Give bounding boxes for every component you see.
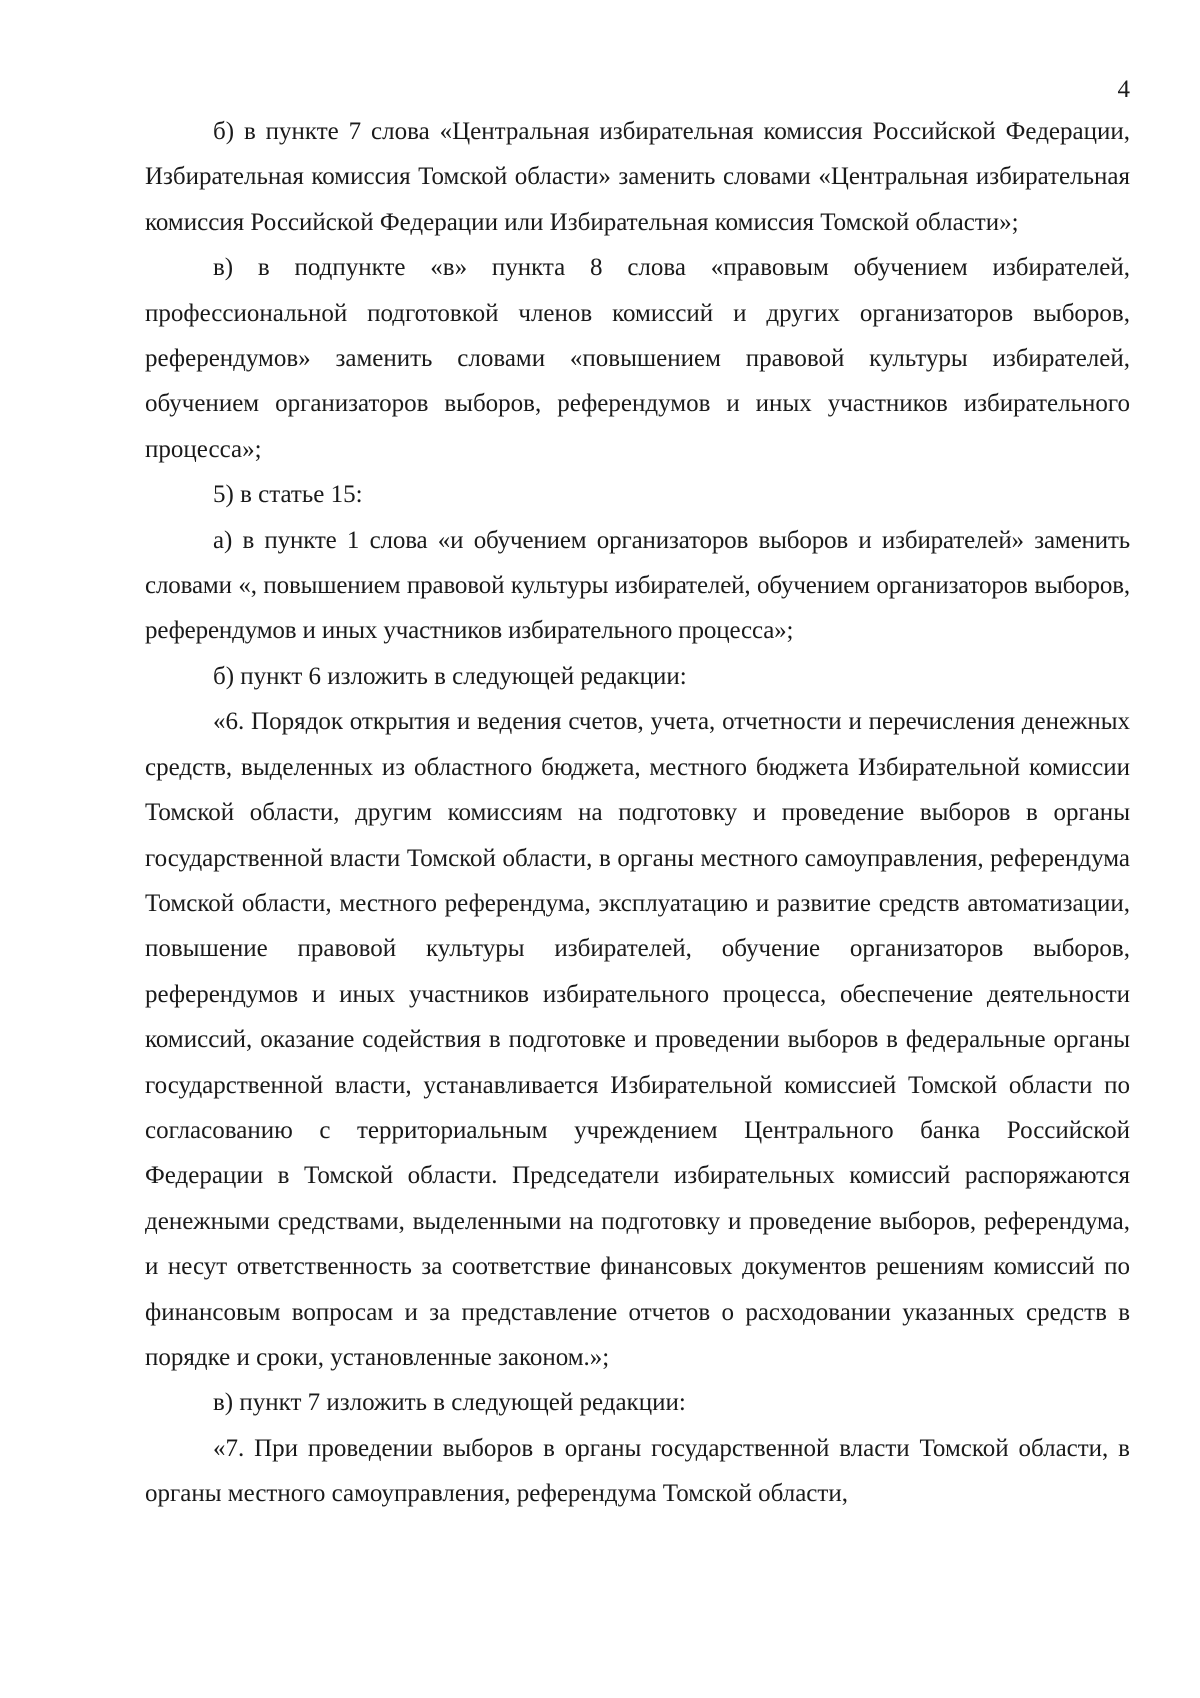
paragraph-article-15-heading: 5) в статье 15: [213, 481, 363, 509]
paragraph-clause-6-text: «6. Порядок открытия и ведения счетов, учета, отчетности и перечисления денежных средств, выделенных из областного бюджета, местного бюджета Избирательной комиссии Томской области, другим комиссиям на подготовку и проведение выборов в органы государственной власти Томской области, в органы местного самоуправления, референдума Томской области, местного референдума, эксплуатацию и развитие средств автоматизации, повышение правовой культуры избирателей, обучение организаторов выборов, референдумов и иных участников избирательного процесса, обеспечение деятельности комиссий, оказание содействия в подготовке и проведении выборов в федеральные органы государственной власти, устанавливается Избирательной комиссией Томской области по согласованию с территориальным учреждением Центрального банка Российской Федерации в Томской области. Председатели избирательных комиссий распоряжаются денежными средствами, выделенными на подготовку и проведение выборов, референдума, и несут ответственность за соответствие финансовых документов решениям комиссий по финансовым вопросам и за представление отчетов о расходовании указанных средств в порядке и сроки, установленные законом.»; [145, 708, 1130, 1371]
paragraph-item-a-clause-1: а) в пункте 1 слова «и обучением организаторов выборов и избирателей» заменить словами «, повышением правовой культуры избирателей, обучением организаторов выборов, референдумов и иных участников избирательного процесса»; [145, 526, 1130, 645]
page-number: 4 [1117, 76, 1130, 103]
paragraph-item-b-clause-7: б) в пункте 7 слова «Центральная избирательная комиссия Российской Федерации, Избирательная комиссия Томской области» заменить словами «Центральная избирательная комиссия Российской Федерации или Избирательная комиссия Томской области»; [145, 118, 1130, 236]
paragraph-clause-7-text: «7. При проведении выборов в органы государственной власти Томской области, в органы местного самоуправления, референдума Томской области, [145, 1434, 1130, 1508]
paragraph-item-b-clause-6-intro: б) пункт 6 изложить в следующей редакции: [213, 662, 687, 690]
paragraph-item-v-clause-8: в) в подпункте «в» пункта 8 слова «правовым обучением избирателей, профессиональной подготовкой членов комиссий и других организаторов выборов, референдумов» заменить словами «повышением правовой культуры избирателей, обучением организаторов выборов, референдумов и иных участников избирательного процесса»; [145, 254, 1130, 463]
paragraph-item-v-clause-7-intro: в) пункт 7 изложить в следующей редакции: [213, 1389, 686, 1417]
document-body [145, 109, 1130, 1517]
